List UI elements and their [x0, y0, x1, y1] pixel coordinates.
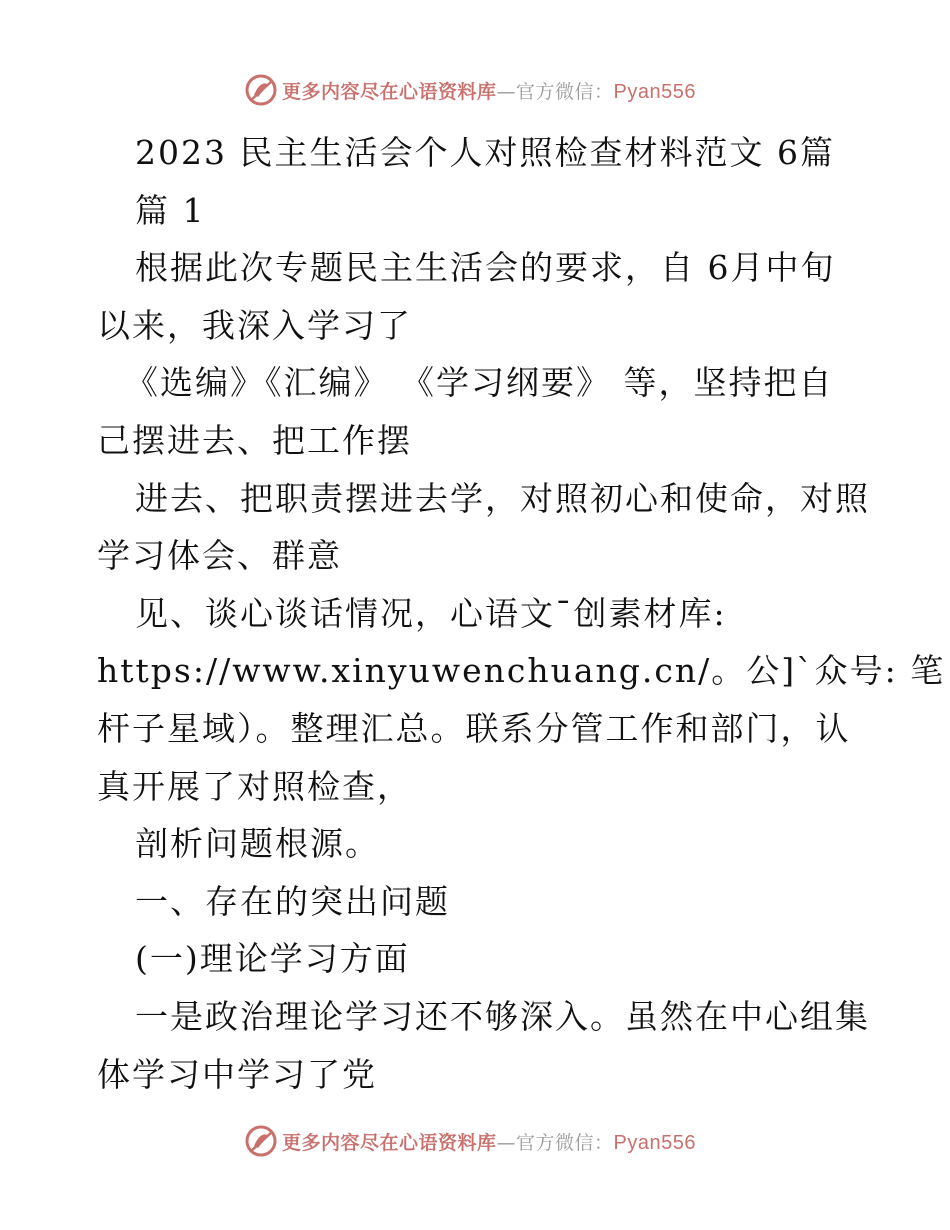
section-heading: 一、存在的突出问题	[135, 881, 450, 921]
paragraph-line: 真开展了对照检查，	[97, 766, 412, 806]
document-body	[97, 124, 946, 1103]
watermark-official: 官方微信：	[516, 1131, 614, 1154]
header-watermark	[0, 70, 950, 110]
watermark-text	[282, 1128, 696, 1155]
paragraph-line: https://www.xinyuwenchuang.cn/。公]`众号: 笔	[97, 651, 946, 691]
document-title: 2023 民主生活会个人对照检查材料范文 6篇	[135, 133, 835, 172]
paragraph-line: 学习体会、群意	[97, 536, 342, 576]
paragraph-line: 《选编》《汇编》 《学习纲要》 等，坚持把自	[125, 363, 834, 403]
watermark-brand: 更多内容尽在心语资料库	[282, 1131, 497, 1154]
footer-watermark	[0, 1121, 950, 1161]
section-heading: 篇 1	[135, 190, 206, 230]
watermark-separator: —	[496, 80, 517, 103]
subsection-heading: (一)理论学习方面	[135, 939, 410, 979]
paragraph-line: 以来，我深入学习了	[97, 305, 412, 345]
paragraph-line: 一是政治理论学习还不够深入。虽然在中心组集	[135, 996, 870, 1036]
watermark-brand: 更多内容尽在心语资料库	[282, 80, 497, 103]
paragraph-line: 己摆进去、把工作摆	[97, 420, 412, 460]
paragraph-line: 见、谈心谈话情况，心语文¯创素材库:	[135, 593, 727, 633]
paragraph-line: 根据此次专题民主生活会的要求，自 6月中旬	[135, 248, 836, 288]
paragraph-line: 剖析问题根源。	[135, 824, 380, 864]
watermark-code: Pyan556	[613, 1131, 696, 1154]
watermark-official: 官方微信：	[516, 80, 614, 103]
brand-logo-icon	[244, 1124, 278, 1158]
paragraph-line: 杆子星域）。整理汇总。联系分管工作和部门，认	[97, 708, 851, 748]
watermark-text	[282, 77, 696, 104]
watermark-code: Pyan556	[613, 80, 696, 103]
paragraph-line: 进去、把职责摆进去学，对照初心和使命，对照	[135, 478, 870, 518]
brand-logo-icon	[244, 73, 278, 107]
watermark-separator: —	[496, 1131, 517, 1154]
paragraph-line: 体学习中学习了党	[97, 1054, 377, 1094]
